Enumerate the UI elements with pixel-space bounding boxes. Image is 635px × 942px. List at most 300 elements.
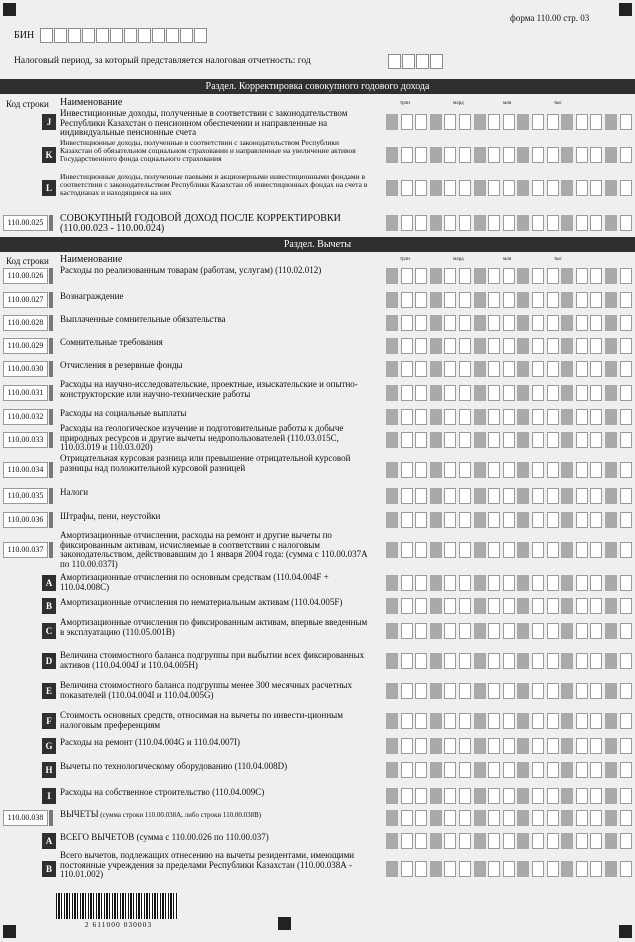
- digit-cell[interactable]: [386, 810, 398, 826]
- digit-cell[interactable]: [517, 361, 529, 377]
- digit-cell[interactable]: [401, 788, 413, 804]
- digit-cell[interactable]: [561, 315, 573, 331]
- digit-cell[interactable]: [561, 488, 573, 504]
- digit-cell[interactable]: [430, 488, 442, 504]
- digit-cell[interactable]: [517, 147, 529, 163]
- digit-cell[interactable]: [430, 361, 442, 377]
- digit-cell[interactable]: [444, 575, 456, 591]
- digit-cell[interactable]: [459, 361, 471, 377]
- digit-cell[interactable]: [459, 215, 471, 231]
- digit-cell[interactable]: [503, 268, 515, 284]
- digit-cell[interactable]: [488, 147, 500, 163]
- digit-cell[interactable]: [605, 180, 617, 196]
- digit-cell[interactable]: [474, 315, 486, 331]
- digit-cell[interactable]: [459, 338, 471, 354]
- digit-cell[interactable]: [532, 833, 544, 849]
- digit-cell[interactable]: [561, 810, 573, 826]
- digit-cell[interactable]: [547, 180, 559, 196]
- digit-cell[interactable]: [459, 268, 471, 284]
- digit-cell[interactable]: [459, 810, 471, 826]
- digit-cell[interactable]: [620, 598, 632, 614]
- digit-cell[interactable]: [561, 861, 573, 877]
- digit-cell[interactable]: [444, 762, 456, 778]
- digit-cell[interactable]: [561, 683, 573, 699]
- digit-cell[interactable]: [459, 575, 471, 591]
- digit-cell[interactable]: [503, 488, 515, 504]
- digit-cell[interactable]: [430, 810, 442, 826]
- digit-cell[interactable]: [532, 338, 544, 354]
- digit-cell[interactable]: [488, 488, 500, 504]
- digit-cell[interactable]: [459, 623, 471, 639]
- digit-cell[interactable]: [547, 833, 559, 849]
- amount-digit-cells[interactable]: [386, 542, 632, 558]
- digit-cell[interactable]: [503, 810, 515, 826]
- period-year-boxes[interactable]: [388, 52, 444, 70]
- digit-cell[interactable]: [386, 409, 398, 425]
- digit-cell[interactable]: [620, 462, 632, 478]
- digit-cell[interactable]: [459, 385, 471, 401]
- digit-cell[interactable]: [488, 338, 500, 354]
- digit-cell[interactable]: [590, 180, 602, 196]
- digit-cell[interactable]: [444, 542, 456, 558]
- digit-cell[interactable]: [386, 575, 398, 591]
- digit-cell[interactable]: [532, 385, 544, 401]
- digit-cell[interactable]: [517, 738, 529, 754]
- digit-cell[interactable]: [386, 488, 398, 504]
- digit-cell[interactable]: [488, 180, 500, 196]
- digit-cell[interactable]: [488, 462, 500, 478]
- digit-cell[interactable]: [605, 114, 617, 130]
- amount-digit-cells[interactable]: [386, 432, 632, 448]
- digit-cell[interactable]: [503, 762, 515, 778]
- digit-cell[interactable]: [459, 114, 471, 130]
- digit-cell[interactable]: [620, 738, 632, 754]
- digit-cell[interactable]: [503, 542, 515, 558]
- digit-cell[interactable]: [430, 598, 442, 614]
- digit-cell[interactable]: [488, 575, 500, 591]
- digit-cell[interactable]: [401, 315, 413, 331]
- digit-cell[interactable]: [415, 488, 427, 504]
- digit-cell[interactable]: [590, 683, 602, 699]
- digit-cell[interactable]: [605, 575, 617, 591]
- digit-cell[interactable]: [503, 623, 515, 639]
- digit-cell[interactable]: [517, 542, 529, 558]
- digit-cell[interactable]: [547, 385, 559, 401]
- digit-cell[interactable]: [576, 488, 588, 504]
- digit-cell[interactable]: [547, 762, 559, 778]
- digit-cell[interactable]: [620, 432, 632, 448]
- digit-cell[interactable]: [605, 598, 617, 614]
- digit-cell[interactable]: [576, 114, 588, 130]
- digit-cell[interactable]: [430, 409, 442, 425]
- digit-cell[interactable]: [532, 292, 544, 308]
- digit-cell[interactable]: [561, 738, 573, 754]
- digit-cell[interactable]: [386, 462, 398, 478]
- amount-digit-cells[interactable]: [386, 361, 632, 377]
- digit-cell[interactable]: [532, 361, 544, 377]
- digit-cell[interactable]: [386, 385, 398, 401]
- digit-cell[interactable]: [415, 462, 427, 478]
- digit-cell[interactable]: [576, 542, 588, 558]
- digit-cell[interactable]: [444, 114, 456, 130]
- digit-cell[interactable]: [517, 292, 529, 308]
- digit-cell[interactable]: [590, 409, 602, 425]
- digit-cell[interactable]: [415, 432, 427, 448]
- digit-cell[interactable]: [561, 833, 573, 849]
- digit-cell[interactable]: [590, 512, 602, 528]
- digit-cell[interactable]: [444, 147, 456, 163]
- digit-cell[interactable]: [488, 623, 500, 639]
- digit-cell[interactable]: [561, 361, 573, 377]
- digit-cell[interactable]: [474, 575, 486, 591]
- digit-cell[interactable]: [459, 512, 471, 528]
- digit-cell[interactable]: [532, 432, 544, 448]
- digit-cell[interactable]: [474, 810, 486, 826]
- digit-cell[interactable]: [415, 292, 427, 308]
- digit-cell[interactable]: [561, 575, 573, 591]
- digit-cell[interactable]: [620, 512, 632, 528]
- digit-cell[interactable]: [532, 215, 544, 231]
- digit-cell[interactable]: [444, 512, 456, 528]
- digit-cell[interactable]: [386, 762, 398, 778]
- amount-digit-cells[interactable]: [386, 409, 632, 425]
- digit-cell[interactable]: [401, 861, 413, 877]
- digit-cell[interactable]: [444, 432, 456, 448]
- digit-cell[interactable]: [474, 432, 486, 448]
- digit-cell[interactable]: [430, 385, 442, 401]
- digit-cell[interactable]: [401, 292, 413, 308]
- digit-cell[interactable]: [401, 147, 413, 163]
- digit-cell[interactable]: [561, 598, 573, 614]
- digit-cell[interactable]: [561, 338, 573, 354]
- amount-digit-cells[interactable]: [386, 713, 632, 729]
- digit-cell[interactable]: [401, 338, 413, 354]
- digit-cell[interactable]: [459, 432, 471, 448]
- digit-cell[interactable]: [547, 361, 559, 377]
- digit-cell[interactable]: [503, 512, 515, 528]
- digit-cell[interactable]: [459, 315, 471, 331]
- amount-digit-cells[interactable]: [386, 762, 632, 778]
- digit-cell[interactable]: [459, 542, 471, 558]
- digit-cell[interactable]: [386, 542, 398, 558]
- digit-cell[interactable]: [430, 147, 442, 163]
- digit-cell[interactable]: [576, 762, 588, 778]
- digit-cell[interactable]: [547, 512, 559, 528]
- digit-cell[interactable]: [401, 409, 413, 425]
- digit-cell[interactable]: [503, 215, 515, 231]
- digit-cell[interactable]: [474, 268, 486, 284]
- digit-cell[interactable]: [620, 338, 632, 354]
- digit-cell[interactable]: [401, 385, 413, 401]
- digit-cell[interactable]: [386, 861, 398, 877]
- digit-cell[interactable]: [590, 315, 602, 331]
- digit-cell[interactable]: [605, 738, 617, 754]
- digit-cell[interactable]: [401, 361, 413, 377]
- digit-cell[interactable]: [488, 713, 500, 729]
- digit-cell[interactable]: [503, 462, 515, 478]
- digit-cell[interactable]: [474, 762, 486, 778]
- digit-cell[interactable]: [401, 512, 413, 528]
- digit-cell[interactable]: [488, 385, 500, 401]
- digit-cell[interactable]: [444, 598, 456, 614]
- digit-cell[interactable]: [517, 462, 529, 478]
- digit-cell[interactable]: [415, 180, 427, 196]
- amount-digit-cells[interactable]: [386, 385, 632, 401]
- digit-cell[interactable]: [444, 268, 456, 284]
- digit-cell[interactable]: [517, 653, 529, 669]
- digit-cell[interactable]: [620, 147, 632, 163]
- digit-cell[interactable]: [547, 292, 559, 308]
- digit-cell[interactable]: [576, 623, 588, 639]
- digit-cell[interactable]: [430, 180, 442, 196]
- digit-cell[interactable]: [605, 462, 617, 478]
- digit-cell[interactable]: [547, 623, 559, 639]
- digit-cell[interactable]: [401, 268, 413, 284]
- digit-cell[interactable]: [605, 683, 617, 699]
- digit-cell[interactable]: [547, 432, 559, 448]
- digit-cell[interactable]: [386, 338, 398, 354]
- digit-cell[interactable]: [430, 762, 442, 778]
- digit-cell[interactable]: [415, 861, 427, 877]
- digit-cell[interactable]: [532, 653, 544, 669]
- digit-cell[interactable]: [620, 488, 632, 504]
- digit-cell[interactable]: [430, 623, 442, 639]
- digit-cell[interactable]: [561, 180, 573, 196]
- digit-cell[interactable]: [503, 861, 515, 877]
- digit-cell[interactable]: [430, 861, 442, 877]
- digit-cell[interactable]: [444, 683, 456, 699]
- digit-cell[interactable]: [576, 268, 588, 284]
- digit-cell[interactable]: [590, 713, 602, 729]
- digit-cell[interactable]: [605, 762, 617, 778]
- digit-cell[interactable]: [459, 409, 471, 425]
- digit-cell[interactable]: [415, 575, 427, 591]
- digit-cell[interactable]: [488, 292, 500, 308]
- digit-cell[interactable]: [488, 861, 500, 877]
- digit-cell[interactable]: [386, 653, 398, 669]
- digit-cell[interactable]: [459, 598, 471, 614]
- digit-cell[interactable]: [576, 215, 588, 231]
- digit-cell[interactable]: [401, 180, 413, 196]
- amount-digit-cells[interactable]: [386, 575, 632, 591]
- digit-cell[interactable]: [474, 385, 486, 401]
- amount-digit-cells[interactable]: [386, 315, 632, 331]
- digit-cell[interactable]: [488, 268, 500, 284]
- digit-cell[interactable]: [474, 623, 486, 639]
- digit-cell[interactable]: [620, 114, 632, 130]
- digit-cell[interactable]: [488, 810, 500, 826]
- digit-cell[interactable]: [386, 713, 398, 729]
- digit-cell[interactable]: [590, 432, 602, 448]
- digit-cell[interactable]: [532, 810, 544, 826]
- digit-cell[interactable]: [576, 738, 588, 754]
- digit-cell[interactable]: [430, 713, 442, 729]
- digit-cell[interactable]: [503, 653, 515, 669]
- digit-cell[interactable]: [474, 462, 486, 478]
- digit-cell[interactable]: [547, 268, 559, 284]
- digit-cell[interactable]: [620, 575, 632, 591]
- digit-cell[interactable]: [576, 180, 588, 196]
- digit-cell[interactable]: [590, 788, 602, 804]
- digit-cell[interactable]: [576, 683, 588, 699]
- digit-cell[interactable]: [620, 268, 632, 284]
- digit-cell[interactable]: [401, 623, 413, 639]
- digit-cell[interactable]: [576, 385, 588, 401]
- digit-cell[interactable]: [503, 683, 515, 699]
- digit-cell[interactable]: [605, 833, 617, 849]
- digit-cell[interactable]: [590, 292, 602, 308]
- bin-input-boxes[interactable]: [40, 26, 208, 44]
- digit-cell[interactable]: [605, 315, 617, 331]
- digit-cell[interactable]: [532, 683, 544, 699]
- digit-cell[interactable]: [488, 738, 500, 754]
- digit-cell[interactable]: [415, 409, 427, 425]
- digit-cell[interactable]: [547, 810, 559, 826]
- digit-cell[interactable]: [459, 788, 471, 804]
- digit-cell[interactable]: [605, 361, 617, 377]
- digit-cell[interactable]: [561, 292, 573, 308]
- digit-cell[interactable]: [517, 788, 529, 804]
- digit-cell[interactable]: [561, 788, 573, 804]
- digit-cell[interactable]: [386, 147, 398, 163]
- digit-cell[interactable]: [474, 338, 486, 354]
- digit-cell[interactable]: [503, 385, 515, 401]
- digit-cell[interactable]: [474, 114, 486, 130]
- digit-cell[interactable]: [401, 542, 413, 558]
- digit-cell[interactable]: [620, 409, 632, 425]
- digit-cell[interactable]: [401, 810, 413, 826]
- digit-cell[interactable]: [415, 598, 427, 614]
- digit-cell[interactable]: [590, 810, 602, 826]
- digit-cell[interactable]: [401, 575, 413, 591]
- digit-cell[interactable]: [605, 215, 617, 231]
- digit-cell[interactable]: [576, 810, 588, 826]
- digit-cell[interactable]: [415, 788, 427, 804]
- digit-cell[interactable]: [561, 147, 573, 163]
- digit-cell[interactable]: [401, 215, 413, 231]
- digit-cell[interactable]: [532, 598, 544, 614]
- digit-cell[interactable]: [415, 315, 427, 331]
- digit-cell[interactable]: [488, 683, 500, 699]
- digit-cell[interactable]: [576, 653, 588, 669]
- digit-cell[interactable]: [488, 598, 500, 614]
- digit-cell[interactable]: [517, 623, 529, 639]
- digit-cell[interactable]: [474, 598, 486, 614]
- digit-cell[interactable]: [474, 409, 486, 425]
- digit-cell[interactable]: [561, 512, 573, 528]
- digit-cell[interactable]: [430, 432, 442, 448]
- digit-cell[interactable]: [503, 432, 515, 448]
- amount-digit-cells[interactable]: [386, 788, 632, 804]
- digit-cell[interactable]: [401, 653, 413, 669]
- digit-cell[interactable]: [415, 268, 427, 284]
- digit-cell[interactable]: [561, 385, 573, 401]
- digit-cell[interactable]: [605, 810, 617, 826]
- digit-cell[interactable]: [532, 180, 544, 196]
- digit-cell[interactable]: [532, 623, 544, 639]
- digit-cell[interactable]: [386, 114, 398, 130]
- digit-cell[interactable]: [415, 215, 427, 231]
- amount-digit-cells[interactable]: [386, 147, 632, 163]
- digit-cell[interactable]: [430, 833, 442, 849]
- digit-cell[interactable]: [386, 432, 398, 448]
- digit-cell[interactable]: [547, 462, 559, 478]
- digit-cell[interactable]: [474, 833, 486, 849]
- digit-cell[interactable]: [488, 361, 500, 377]
- digit-cell[interactable]: [576, 292, 588, 308]
- digit-cell[interactable]: [620, 861, 632, 877]
- digit-cell[interactable]: [532, 488, 544, 504]
- digit-cell[interactable]: [517, 810, 529, 826]
- digit-cell[interactable]: [430, 215, 442, 231]
- amount-digit-cells[interactable]: [386, 462, 632, 478]
- digit-cell[interactable]: [590, 385, 602, 401]
- digit-cell[interactable]: [415, 683, 427, 699]
- digit-cell[interactable]: [547, 215, 559, 231]
- digit-cell[interactable]: [430, 542, 442, 558]
- digit-cell[interactable]: [576, 462, 588, 478]
- digit-cell[interactable]: [547, 861, 559, 877]
- digit-cell[interactable]: [444, 385, 456, 401]
- amount-digit-cells[interactable]: [386, 738, 632, 754]
- digit-cell[interactable]: [386, 833, 398, 849]
- digit-cell[interactable]: [561, 268, 573, 284]
- digit-cell[interactable]: [488, 432, 500, 448]
- digit-cell[interactable]: [576, 788, 588, 804]
- digit-cell[interactable]: [386, 788, 398, 804]
- digit-cell[interactable]: [590, 462, 602, 478]
- digit-cell[interactable]: [444, 361, 456, 377]
- digit-cell[interactable]: [415, 512, 427, 528]
- digit-cell[interactable]: [444, 623, 456, 639]
- digit-cell[interactable]: [503, 713, 515, 729]
- digit-cell[interactable]: [605, 147, 617, 163]
- amount-digit-cells[interactable]: [386, 215, 632, 231]
- digit-cell[interactable]: [620, 180, 632, 196]
- digit-cell[interactable]: [532, 147, 544, 163]
- digit-cell[interactable]: [459, 488, 471, 504]
- digit-cell[interactable]: [386, 268, 398, 284]
- digit-cell[interactable]: [474, 512, 486, 528]
- digit-cell[interactable]: [547, 788, 559, 804]
- digit-cell[interactable]: [401, 598, 413, 614]
- digit-cell[interactable]: [576, 432, 588, 448]
- digit-cell[interactable]: [517, 833, 529, 849]
- digit-cell[interactable]: [561, 409, 573, 425]
- digit-cell[interactable]: [488, 512, 500, 528]
- digit-cell[interactable]: [532, 713, 544, 729]
- digit-cell[interactable]: [488, 762, 500, 778]
- digit-cell[interactable]: [444, 810, 456, 826]
- digit-cell[interactable]: [444, 833, 456, 849]
- digit-cell[interactable]: [590, 623, 602, 639]
- digit-cell[interactable]: [605, 653, 617, 669]
- digit-cell[interactable]: [620, 292, 632, 308]
- digit-cell[interactable]: [590, 575, 602, 591]
- digit-cell[interactable]: [532, 268, 544, 284]
- digit-cell[interactable]: [620, 385, 632, 401]
- digit-cell[interactable]: [605, 861, 617, 877]
- digit-cell[interactable]: [605, 268, 617, 284]
- digit-cell[interactable]: [444, 215, 456, 231]
- digit-cell[interactable]: [401, 683, 413, 699]
- digit-cell[interactable]: [590, 488, 602, 504]
- digit-cell[interactable]: [444, 738, 456, 754]
- digit-cell[interactable]: [590, 114, 602, 130]
- digit-cell[interactable]: [386, 512, 398, 528]
- digit-cell[interactable]: [401, 462, 413, 478]
- digit-cell[interactable]: [561, 653, 573, 669]
